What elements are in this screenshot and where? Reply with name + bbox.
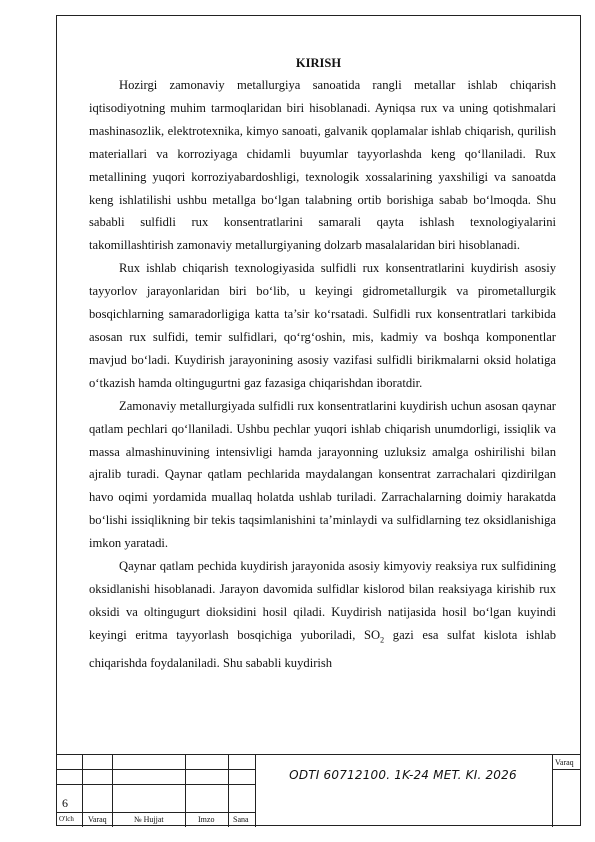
body-text xyxy=(89,74,556,675)
col-hujjat: № Hujjat xyxy=(134,815,164,824)
title-block xyxy=(56,754,581,827)
paragraph-1: Hozirgi zamonaviy metallurgiya sanoatida rangli metallar ishlab chiqarish iqtisodiyotning muhim tarmoqlaridan biri hisoblanadi. Ayniqsa rux va uning qotishmalari mashinasozlik, elektrotexnika, kimyo sanoati, galvanik qoplamalar ishlab chiqarish, qurilish materiallari va korroziyaga chidamli buyumlar tayyorlashda keng qo‘llaniladi. Rux metallining yuqori korroziyabardoshligi, texnologik xossalarining yaxshiligi va sanoatda keng ishlatilishi ushbu metallga bo‘lgan talabning ortib borishiga sabab bo‘lmoqda. Shu sababli sulfidli rux konsentratlarini samarali qayta ishlash texnologiyalarini takomillashtirish zamonaviy metallurgiyaning dolzarb masalalaridan biri hisoblanadi. xyxy=(89,78,556,253)
document-code: ODTI 60712100. 1K-24 MET. KI. 2026 xyxy=(289,768,517,782)
page-number: 6 xyxy=(62,796,68,810)
paragraph-4 xyxy=(89,555,556,675)
paragraph-3: Zamonaviy metallurgiyada sulfidli rux konsentratlarini kuydirish uchun asosan qaynar qatlam pechlari qo‘llaniladi. Ushbu pechlar yuqori ishlab chiqarish unumdorligi, issiqlik va massa almashinuvining intensivligi hamda jarayonning uzluksiz amalga oshirilishi bilan ajralib turadi. Qaynar qatlam pechlarida maydalangan konsentrat zarrachalari qizdirilgan havo oqimi yordamida muallaq holatda ushlab turiladi. Zarrachalarning doimiy harakatda bo‘lishi issiqlikning bir tekis taqsimlanishini ta’minlaydi va sulfidlarning tez oksidlanishiga imkon yaratadi. xyxy=(89,398,556,551)
col-imzo: Imzo xyxy=(198,815,215,824)
sheet-label: Varaq xyxy=(555,758,574,767)
col-olch: O'lch xyxy=(59,815,74,823)
paragraph-2: Rux ishlab chiqarish texnologiyasida sulfidli rux konsentratlarini kuydirish asosiy tayyorlov jarayonlaridan biri bo‘lib, u keyingi gidrometallurgik va pirometallurgik bosqichlarning samaradorligiga katta ta’sir ko‘rsatadi. Sulfidli rux konsentratlari tarkibida asosan rux sulfidi, temir sulfidlari, qo‘rg‘oshin, mis, kadmiy va boshqa komponentlar mavjud bo‘ladi. Kuydirish jarayonining asosiy vazifasi sulfidli birikmalarni oksid holatiga o‘tkazish hamda oltingugurtni gaz fazasiga chiqarishdan iboratdir. xyxy=(89,261,556,390)
section-title: KIRISH xyxy=(295,56,342,70)
col-sana: Sana xyxy=(233,815,249,824)
so2-formula: $SO_2$ xyxy=(364,627,385,645)
col-varaq: Varaq xyxy=(88,815,107,824)
paragraph-4-end: gazi esa sulfat kislota ishlab chiqarishda foydalaniladi. Shu sababli kuydirish xyxy=(89,627,556,671)
paragraph-4-start: Qaynar qatlam pechida kuydirish jarayonida asosiy kimyoviy reaksiya rux sulfidining oksidlanishi hisoblanadi. Jarayon davomida sulfidlar kislorod bilan reaksiyaga kirishib rux oksidi va oltingugurt dioksidini hosil qiladi. Kuydirish natijasida hosil bo‘lgan kuyindi keyingi eritma tayyorlash bosqichiga yuboriladi, xyxy=(89,559,556,642)
